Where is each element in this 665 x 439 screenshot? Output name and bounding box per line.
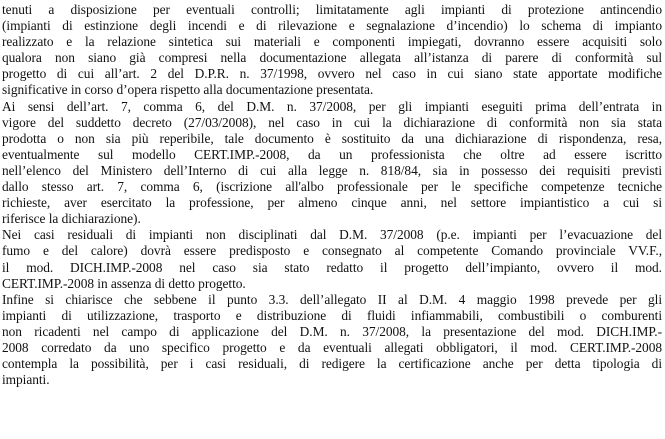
text-line: Ai sensi dell’art. 7, comma 6, del D.M. n. 37/2008, per gli impianti eseguiti prima dell’entrata in [2,98,662,114]
text-line: tenuti a disposizione per eventuali controlli; limitatamente agli impianti di protezione antincendio [2,2,662,17]
text-line: il mod. DICH.IMP.-2008 nel caso sia stato redatto il progetto dell’impianto, ovvero il mod. [2,259,662,275]
text-line: Nei casi residuali di impianti non disciplinati dal D.M. 37/2008 (p.e. impianti per l’evacuazione del [2,227,662,243]
text-line: eventualmente sul modello CERT.IMP.-2008, da un professionista che oltre ad essere iscritto [2,146,662,162]
paragraph [2,99,662,228]
text-line: dallo stesso art. 7, comma 6, (iscrizione all'albo professionale per le specifiche competenze tecniche [2,179,662,195]
text-line: progetto di cui all’art. 2 del D.P.R. n. 37/1998, ovvero nel caso in cui siano state apportate modifiche [2,66,662,82]
paragraph [2,227,662,291]
text-line: realizzato e la relazione sintetica sui materiali e componenti impiegati, dovranno essere acquisiti solo [2,34,662,50]
text-line: qualora non siano già compresi nella documentazione allegata all’istanza di parere di conformità sul [2,50,662,66]
text-line: significative in corso d’opera rispetto alla documentazione presentata. [2,82,374,98]
text-line: (impianti di estinzione degli incendi e di rilevazione e segnalazione d’incendio) lo schema di impianto [2,18,662,34]
document-body [2,2,662,388]
text-line: fumo e del calore) dovrà essere predisposto e consegnato al competente Comando provinciale VV.F., [2,243,662,259]
text-line: CERT.IMP.-2008 in assenza di detto progetto. [2,275,246,291]
paragraph [2,2,662,99]
text-line: impianti di utilizzazione, trasporto e distribuzione di fluidi infiammabili, combustibili o comburenti [2,307,662,323]
text-line: impianti. [2,372,50,388]
paragraph [2,292,662,389]
text-line: prodotta o non sia più reperibile, tale documento è sostituito da una dichiarazione di rispondenza, resa, [2,130,662,146]
text-line: riferisce la dichiarazione). [2,211,141,227]
text-line: contempla la possibilità, per i casi residuali, di redigere la certificazione anche per detta tipologia di [2,356,662,372]
text-line: richieste, aver esercitato la professione, per almeno cinque anni, nel settore impiantistico a cui si [2,195,662,211]
text-line: 2008 corredato da uno specifico progetto e da eventuali allegati obbligatori, il mod. CERT.IMP.-2008 [2,339,662,355]
text-line: nell’elenco del Ministero dell’Interno di cui alla legge n. 818/84, sia in possesso dei requisiti previsti [2,162,662,178]
text-line: Infine si chiarisce che sebbene il punto 3.3. dell’allegato II al D.M. 4 maggio 1998 prevede per gli [2,291,662,307]
text-line: vigore del suddetto decreto (27/03/2008), nel caso in cui la dichiarazione di conformità non sia stata [2,114,662,130]
text-line: non ricadenti nel campo di applicazione del D.M. n. 37/2008, la presentazione del mod. DICH.IMP.- [2,323,662,339]
